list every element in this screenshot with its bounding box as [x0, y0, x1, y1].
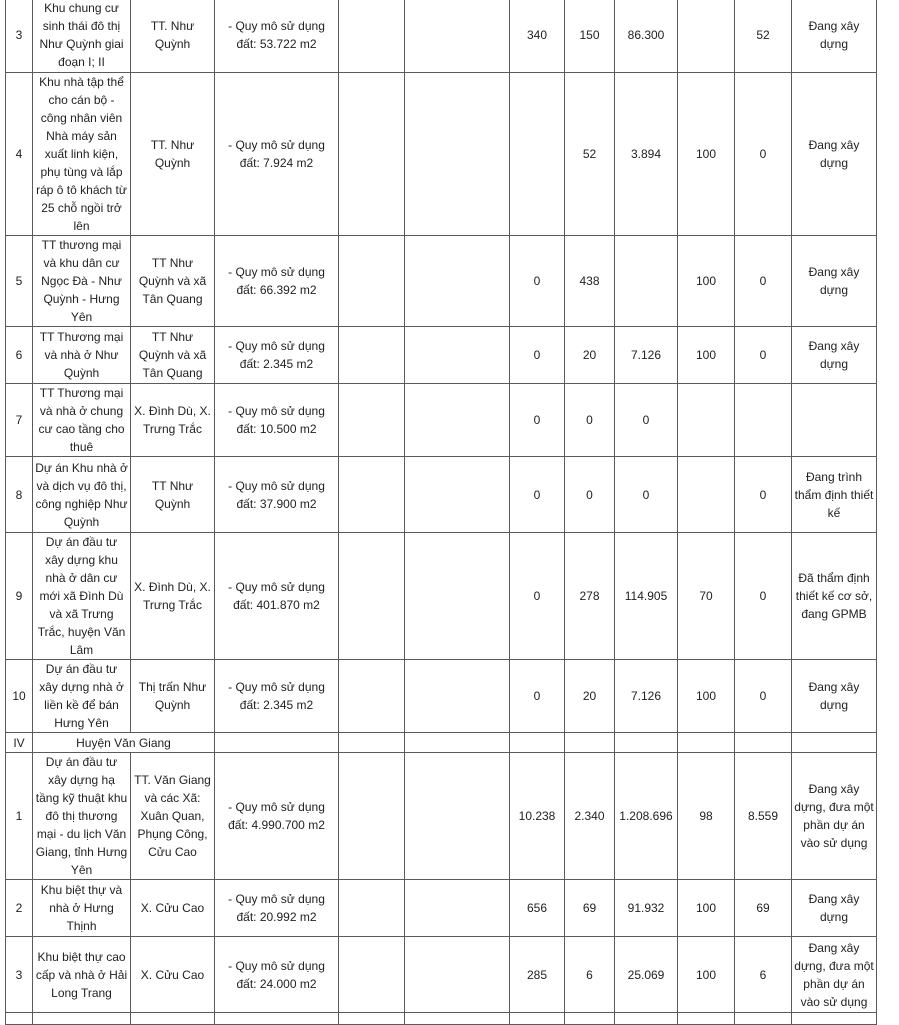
table-row — [6, 0, 877, 73]
cell-v4 — [678, 457, 735, 533]
cell-c1 — [339, 753, 405, 880]
cell-v2: 438 — [565, 236, 615, 327]
cell-stt: 6 — [6, 327, 33, 384]
cell-scale: - Quy mô sử dụng đất: 4.990.700 m2 — [215, 753, 339, 880]
cell-name: TT Thương mại và nhà ở chung cư cao tầng cho thuê — [33, 384, 131, 457]
cell-name: TT thương mại và khu dân cư Ngọc Đà - Như Quỳnh - Hưng Yên — [33, 236, 131, 327]
cell-v1: 656 — [510, 880, 565, 937]
cell-status: Đang xây dựng — [792, 880, 877, 937]
cell-location: TT. Văn Giang và các Xã: Xuân Quan, Phụng Công, Cửu Cao — [131, 753, 215, 880]
cell-name: Dự án đầu tư xây dựng hạ tầng kỹ thuật khu đô thị thương mại - du lịch Văn Giang, tỉnh Hưng Yên — [33, 753, 131, 880]
cell-v3: 7.126 — [615, 327, 678, 384]
cell-v3: 91.932 — [615, 880, 678, 937]
cell-stt: 7 — [6, 384, 33, 457]
cell-location: TT. Như Quỳnh — [131, 73, 215, 236]
cell-c1 — [339, 327, 405, 384]
table-row — [6, 660, 877, 733]
cell-v1: 0 — [510, 236, 565, 327]
cell-status: Đang xây dựng — [792, 236, 877, 327]
cell-scale: - Quy mô sử dụng đất: 66.392 m2 — [215, 236, 339, 327]
cell-scale: - Quy mô sử dụng đất: 20.992 m2 — [215, 880, 339, 937]
cell-v5: 0 — [735, 327, 792, 384]
cell-v2: 69 — [565, 880, 615, 937]
cell-v2: 20 — [565, 660, 615, 733]
cell-v1: 0 — [510, 384, 565, 457]
cell-status: Đang xây dựng, đưa một phần dự án vào sử dụng — [792, 937, 877, 1013]
cell-v3: 0 — [615, 457, 678, 533]
cell-scale: - Quy mô sử dụng đất: 24.000 m2 — [215, 937, 339, 1013]
cell-scale: - Quy mô sử dụng đất: 401.870 m2 — [215, 533, 339, 660]
cell-v4: 100 — [678, 937, 735, 1013]
cell-location: X. Đình Dù, X. Trưng Trắc — [131, 533, 215, 660]
cell-location: TT. Như Quỳnh — [131, 0, 215, 73]
cell-v3: 1.208.696 — [615, 753, 678, 880]
table-row — [6, 384, 877, 457]
cell-stt: 1 — [6, 753, 33, 880]
cell-c2 — [405, 0, 510, 73]
table-row — [6, 880, 877, 937]
cell-v2: 278 — [565, 533, 615, 660]
cell-name: Khu nhà tập thể cho cán bộ - công nhân viên Nhà máy sản xuất linh kiện, phụ tùng và lắp ráp ô tô khách từ 25 chỗ ngồi trở lên — [33, 73, 131, 236]
cell-name: Khu chung cư sinh thái đô thị Như Quỳnh giai đoạn I; II — [33, 0, 131, 73]
cell-stt: 2 — [6, 880, 33, 937]
cell-v5: 69 — [735, 880, 792, 937]
cell-c1 — [339, 236, 405, 327]
cell-c2 — [405, 327, 510, 384]
cell-c2 — [405, 73, 510, 236]
cell-v3: 114.905 — [615, 533, 678, 660]
cell-location: Thị trấn Như Quỳnh — [131, 660, 215, 733]
cell-c2 — [405, 236, 510, 327]
cell-c2 — [405, 457, 510, 533]
cell-v4: 100 — [678, 73, 735, 236]
cell-scale: - Quy mô sử dụng đất: 10.500 m2 — [215, 384, 339, 457]
cell-c1 — [339, 73, 405, 236]
cell-scale: - Quy mô sử dụng đất: 2.345 m2 — [215, 660, 339, 733]
cell-v3: 0 — [615, 384, 678, 457]
cell-c2 — [405, 937, 510, 1013]
table-row — [6, 73, 877, 236]
cell-stt: 3 — [6, 0, 33, 73]
cell-location: X. Cửu Cao — [131, 937, 215, 1013]
cell-status: Đang xây dựng — [792, 73, 877, 236]
cell-name: Dự án đầu tư xây dựng nhà ở liền kề để bán Hưng Yên — [33, 660, 131, 733]
cell-v2: 20 — [565, 327, 615, 384]
cell-v1: 10.238 — [510, 753, 565, 880]
cell-v5: 0 — [735, 236, 792, 327]
cell-v1: 340 — [510, 0, 565, 73]
page-edge — [876, 0, 899, 946]
cell-v4: 100 — [678, 660, 735, 733]
table-row — [6, 457, 877, 533]
cell-name: Khu biệt thự và nhà ở Hưng Thịnh — [33, 880, 131, 937]
cell-v4 — [678, 0, 735, 73]
cell-v3: 86.300 — [615, 0, 678, 73]
cell-v1: 0 — [510, 660, 565, 733]
cell-c1 — [339, 660, 405, 733]
cell-v5: 6 — [735, 937, 792, 1013]
section-title: Huyện Văn Giang — [33, 733, 215, 753]
cell-v1 — [510, 73, 565, 236]
cell-location: X. Cửu Cao — [131, 880, 215, 937]
cell-v1: 0 — [510, 327, 565, 384]
cell-v5 — [735, 384, 792, 457]
cell-c1 — [339, 457, 405, 533]
cell-c2 — [405, 533, 510, 660]
cell-v4: 100 — [678, 880, 735, 937]
cell-v1: 0 — [510, 533, 565, 660]
cell-stt: 5 — [6, 236, 33, 327]
cell-v4 — [678, 384, 735, 457]
cell-scale: - Quy mô sử dụng đất: 37.900 m2 — [215, 457, 339, 533]
table-row — [6, 236, 877, 327]
cell-v2: 0 — [565, 384, 615, 457]
cell-v2: 150 — [565, 0, 615, 73]
table-row — [6, 753, 877, 880]
cell-v2: 0 — [565, 457, 615, 533]
cell-c1 — [339, 533, 405, 660]
cell-stt: 10 — [6, 660, 33, 733]
cell-status: Đang trình thẩm định thiết kế — [792, 457, 877, 533]
cell-status: Đang xây dựng — [792, 0, 877, 73]
section-row — [6, 733, 877, 753]
cell-stt: 4 — [6, 73, 33, 236]
cell-stt: 9 — [6, 533, 33, 660]
cell-c2 — [405, 660, 510, 733]
project-table — [5, 0, 877, 1025]
cell-c2 — [405, 880, 510, 937]
cell-location: TT Như Quỳnh và xã Tân Quang — [131, 236, 215, 327]
cell-c1 — [339, 0, 405, 73]
cell-stt: 3 — [6, 937, 33, 1013]
cell-status: Đang xây dựng — [792, 660, 877, 733]
cell-scale: - Quy mô sử dụng đất: 2.345 m2 — [215, 327, 339, 384]
cell-stt: 8 — [6, 457, 33, 533]
cell-c2 — [405, 753, 510, 880]
cell-v2: 6 — [565, 937, 615, 1013]
cell-location: TT Như Quỳnh và xã Tân Quang — [131, 327, 215, 384]
cell-status: Đang xây dựng — [792, 327, 877, 384]
cell-v3 — [615, 236, 678, 327]
cell-status — [792, 384, 877, 457]
cell-name: TT Thương mại và nhà ở Như Quỳnh — [33, 327, 131, 384]
cell-v5: 52 — [735, 0, 792, 73]
cell-v2: 2.340 — [565, 753, 615, 880]
cell-v5: 0 — [735, 533, 792, 660]
cell-v5: 8.559 — [735, 753, 792, 880]
cell-v4: 98 — [678, 753, 735, 880]
cell-c1 — [339, 880, 405, 937]
cell-c1 — [339, 384, 405, 457]
cell-scale: - Quy mô sử dụng đất: 53.722 m2 — [215, 0, 339, 73]
section-number: IV — [6, 733, 33, 753]
cell-v5: 0 — [735, 660, 792, 733]
cell-name: Khu biệt thự cao cấp và nhà ở Hải Long Trang — [33, 937, 131, 1013]
cell-status: Đã thẩm định thiết kế cơ sở, đang GPMB — [792, 533, 877, 660]
table-row — [6, 533, 877, 660]
table-row-partial — [6, 1013, 877, 1025]
cell-v5: 0 — [735, 73, 792, 236]
cell-v4: 100 — [678, 236, 735, 327]
cell-name: Dự án Khu nhà ở và dịch vụ đô thị, công nghiệp Như Quỳnh — [33, 457, 131, 533]
cell-scale: - Quy mô sử dụng đất: 7.924 m2 — [215, 73, 339, 236]
cell-v4: 70 — [678, 533, 735, 660]
cell-v3: 7.126 — [615, 660, 678, 733]
cell-status: Đang xây dựng, đưa một phần dự án vào sử dụng — [792, 753, 877, 880]
cell-c1 — [339, 937, 405, 1013]
cell-v5: 0 — [735, 457, 792, 533]
cell-c2 — [405, 384, 510, 457]
cell-v4: 100 — [678, 327, 735, 384]
cell-v1: 285 — [510, 937, 565, 1013]
cell-v1: 0 — [510, 457, 565, 533]
cell-v3: 3.894 — [615, 73, 678, 236]
table-row — [6, 327, 877, 384]
cell-v2: 52 — [565, 73, 615, 236]
table-row — [6, 937, 877, 1013]
cell-location: TT Như Quỳnh — [131, 457, 215, 533]
cell-v3: 25.069 — [615, 937, 678, 1013]
cell-location: X. Đình Dù, X. Trưng Trắc — [131, 384, 215, 457]
cell-name: Dự án đầu tư xây dựng khu nhà ở dân cư mới xã Đình Dù và xã Trưng Trắc, huyện Văn Lâm — [33, 533, 131, 660]
